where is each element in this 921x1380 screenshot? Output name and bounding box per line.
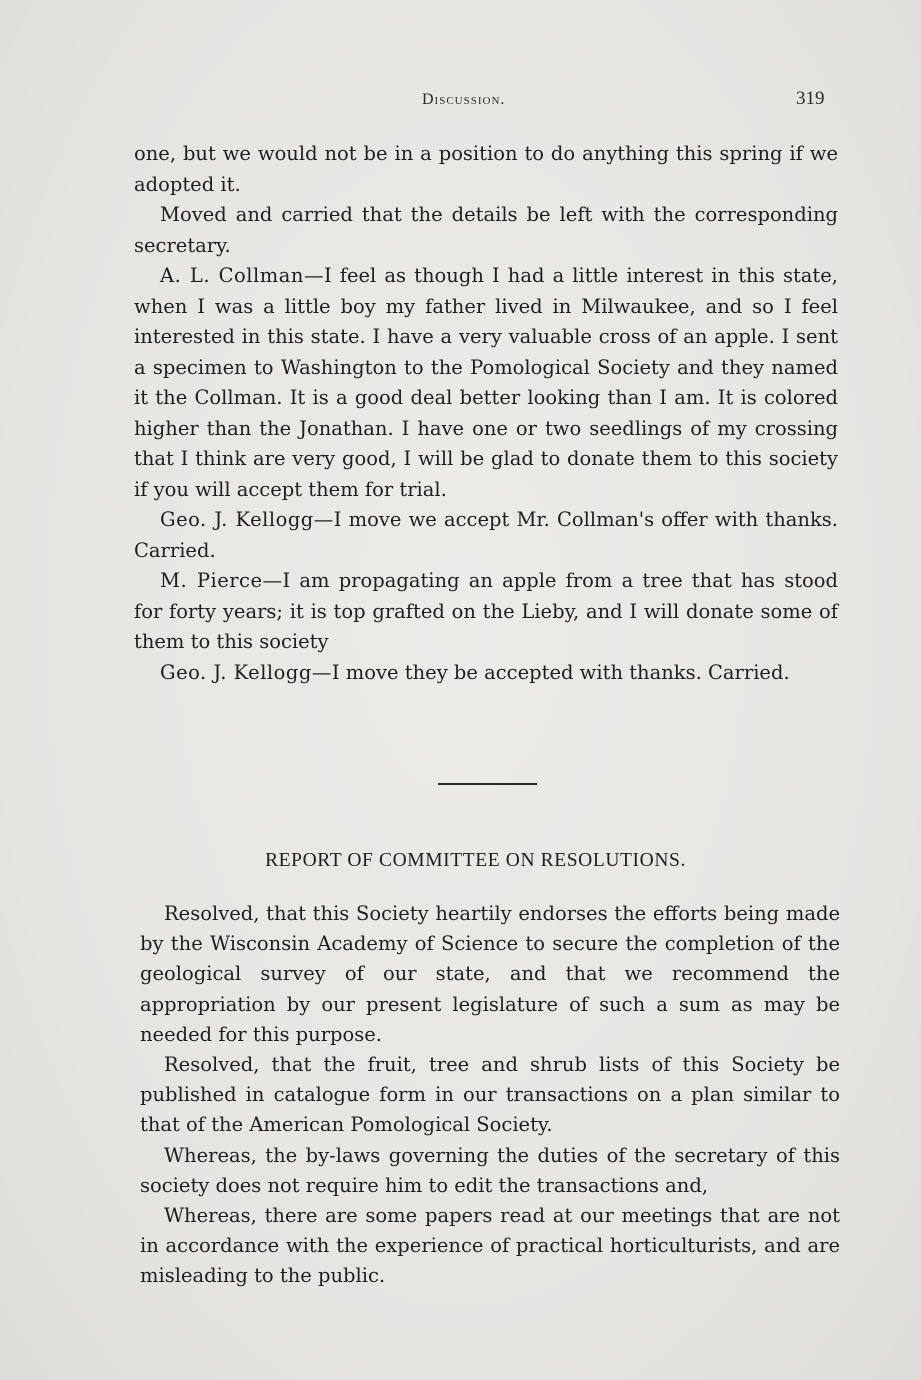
running-head (0, 88, 921, 114)
speaker-name: Geo. J. Kellogg— (160, 660, 332, 684)
resolution-paragraph: Whereas, the by-laws governing the duties of the secretary of this society does not require him to edit the transactions and, (140, 1143, 840, 1197)
discussion-paragraph (134, 658, 838, 689)
section-divider (438, 783, 537, 785)
resolution-paragraph: Whereas, there are some papers read at our meetings that are not in accordance with the experience of practical horticulturists, and are misleading to the public. (140, 1204, 840, 1288)
speaker-name: Geo. J. Kellogg— (160, 508, 334, 531)
paragraph-text: I feel as though I had a little interest in this state, when I was a little boy my father lived in Milwaukee, and so I feel interested in this state. I have a very valuable cross of an apple. I sent a specimen to Washington to the Pomological Society and they named it the Collman. It is a good deal better looking than I am. It is colored higher than the Jonathan. I have one or two seedlings of my crossing that I think are very good, I will be glad to donate them to this society if you will accept them for trial. (134, 264, 838, 501)
paragraph-text: I move they be accepted with thanks. Carried. (331, 660, 790, 684)
speaker-name: A. L. Collman— (160, 264, 324, 287)
running-title: Discussion. (422, 91, 506, 108)
paragraph-text: I am propagating an apple from a tree that has stood for forty years; it is top grafted on the Lieby, and I will donate some of them to this society (134, 569, 838, 653)
paragraph-text: I move we accept Mr. Collman's offer with thanks. Carried. (134, 508, 838, 562)
paragraph-text: Moved and carried that the details be left with the corresponding secretary. (134, 203, 838, 257)
discussion-text (134, 139, 838, 688)
discussion-paragraph (134, 261, 838, 505)
page-number: 319 (796, 88, 825, 109)
discussion-paragraph (134, 139, 838, 200)
discussion-paragraph (134, 505, 838, 566)
discussion-paragraph (134, 200, 838, 261)
resolution-paragraph: Resolved, that the fruit, tree and shrub lists of this Society be published in catalogue form in our transactions on a plan similar to that of the American Pomological Society. (140, 1053, 840, 1137)
resolution-paragraph: Resolved, that this Society heartily endorses the efforts being made by the Wisconsin Academy of Science to secure the completion of the geological survey of our state, and that we recommend the appropriation by our present legislature of such a sum as may be needed for this purpose. (140, 902, 840, 1046)
resolutions-text (140, 899, 840, 1292)
paragraph-text: one, but we would not be in a position to do anything this spring if we adopted it. (134, 142, 838, 196)
section-heading: REPORT OF COMMITTEE ON RESOLUTIONS. (265, 850, 686, 871)
speaker-name: M. Pierce— (160, 569, 283, 592)
discussion-paragraph (134, 566, 838, 658)
